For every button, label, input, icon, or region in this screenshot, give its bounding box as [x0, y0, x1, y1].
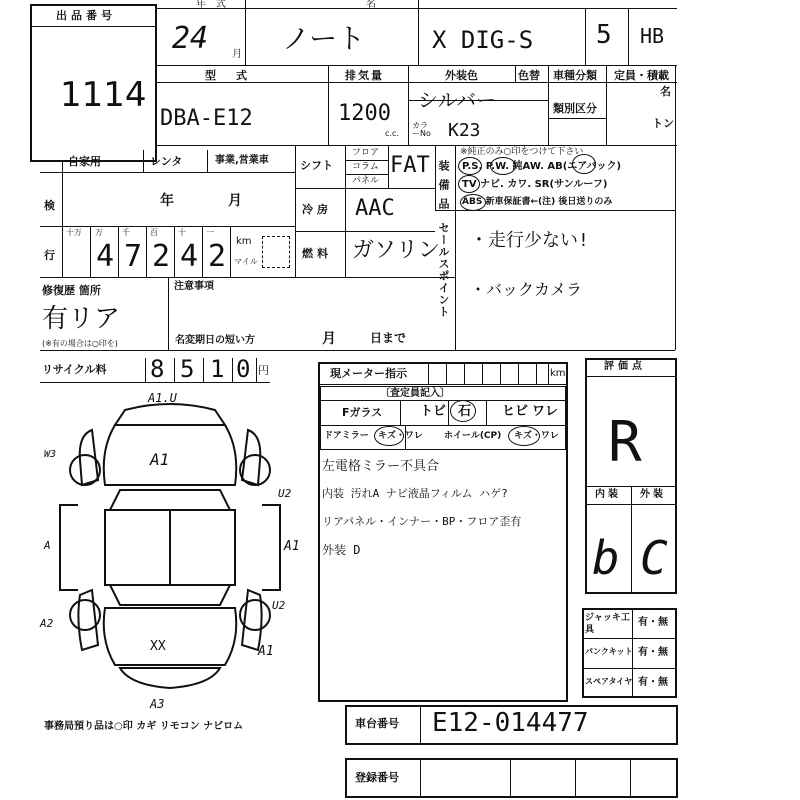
grade-label: 評価点 — [604, 361, 646, 372]
equipment-line-3: ABS 新車保証書←(注) 後日送りのみ — [462, 197, 613, 207]
chassis-label: 車台番号 — [355, 717, 399, 730]
diagram-label-right-bottom: A1 — [258, 644, 274, 659]
wheel-kizu-ware: キズ・ワレ — [514, 431, 559, 441]
doors-value: 5 — [596, 20, 612, 50]
transfer-label: 名変期日の短い方 — [175, 335, 255, 346]
shift-label: シフト — [300, 159, 333, 172]
office-keys-note: 事務局預り品は○印 カギ リモコン ナビロム — [44, 721, 244, 732]
mileage-digit-3: 2 — [152, 239, 171, 274]
diagram-label-left-door: A — [44, 539, 51, 552]
recycle-label: リサイクル料 — [42, 363, 107, 376]
spare-tire-label: スペアタイヤ — [585, 677, 633, 686]
diagram-label-left-rear: A2 — [40, 617, 54, 630]
equipment-line-1: P.S. P.W. 純AW. AB(エアバック) — [462, 161, 622, 172]
business-label: 事業,営業車 — [215, 155, 269, 166]
recycle-digit-3: 1 — [210, 355, 225, 383]
grade-value: X DIG-S — [432, 26, 534, 54]
repair-value: 有リア — [42, 304, 121, 334]
spare-yes-no: 有・無 — [638, 677, 668, 688]
ware-label: ワレ — [532, 404, 559, 419]
inspector-title: 〔査定員記入〕 — [380, 388, 450, 399]
mirror-kizu-ware: キズ・ワレ — [378, 431, 423, 441]
chassis-value: E12-014477 — [432, 708, 589, 738]
equipment-note: ※純正のみ○印をつけて下さい — [460, 147, 584, 157]
inspector-comment-3: リアパネル・インナー・BP・フロア歪有 — [322, 515, 522, 528]
month-label: 月 — [232, 49, 242, 60]
mileage-unit-5: 十 — [178, 228, 186, 237]
equipment-side-label: 装備品 — [437, 160, 450, 217]
equipment-line-2: TV ナビ. カワ. SR(サンルーフ) — [462, 179, 608, 190]
grade-score: R — [608, 410, 642, 475]
diagram-label-top: A1.U — [148, 391, 177, 405]
recycle-digit-4: 0 — [236, 355, 251, 383]
inspector-comment-4: 外装 D — [322, 543, 361, 557]
color-change-label: 色替 — [518, 69, 540, 82]
cc-unit: c.c. — [385, 129, 399, 138]
color-no-label: カラーNo — [412, 121, 431, 138]
mileage-unit-2: 万 — [95, 228, 103, 237]
color-value: シルバー — [418, 88, 497, 112]
mileage-unit-3: 千 — [122, 228, 130, 237]
rental-label: レンタ — [150, 155, 183, 168]
year-value: 24 — [172, 21, 209, 56]
body-value: HB — [640, 24, 665, 48]
shift-column: コラム — [352, 162, 379, 172]
type-label: 型式 — [205, 69, 267, 82]
diagram-label-bottom: A3 — [150, 697, 165, 711]
color-no-value: K23 — [448, 120, 481, 141]
puncture-kit-label: パンクキット — [585, 647, 633, 656]
ac-label: 冷房 — [302, 203, 332, 216]
hibi-label: ヒビ — [502, 404, 529, 419]
transfer-month: 月 — [322, 331, 336, 347]
sales-point-1: ・走行少ない! — [470, 230, 589, 251]
puncture-yes-no: 有・無 — [638, 647, 668, 658]
car-diagram — [30, 390, 310, 710]
fuel-label: 燃料 — [302, 247, 332, 260]
ac-value: AAC — [355, 196, 395, 221]
inspector-comment-2: 内装 汚れA ナビ液晶フィルム ハゲ? — [322, 487, 508, 500]
cc-value: 1200 — [338, 101, 391, 126]
tobi-label: トビ — [420, 404, 447, 419]
shift-panel: パネル — [352, 176, 380, 186]
diagram-label-right-side: A1 — [284, 539, 300, 554]
interior-value: b — [592, 531, 620, 585]
diagram-label-right-rear: U2 — [272, 599, 286, 612]
own-use-label: 自家用 — [68, 155, 101, 168]
mile-label: マイル — [234, 257, 258, 266]
name-label: 名 — [366, 0, 376, 10]
inspection-year-label: 年 — [160, 193, 174, 209]
mileage-digit-2: 7 — [124, 239, 143, 274]
inspection-month-label: 月 — [228, 193, 242, 209]
mileage-unit-4: 百 — [150, 228, 158, 237]
mileage-digit-1: 4 — [96, 239, 115, 274]
exterior-value: C — [640, 531, 668, 585]
wheel-label: ホイール(CP) — [444, 431, 502, 441]
transfer-day: 日まで — [370, 331, 407, 345]
mileage-unit-1: 十万 — [66, 228, 82, 237]
door-mirror-label: ドアミラー — [324, 431, 369, 441]
mileage-label: 行 — [44, 249, 55, 262]
capacity-label: 定員・積載 — [614, 69, 669, 82]
diagram-label-trunk: XX — [150, 639, 166, 654]
type-value: DBA-E12 — [160, 106, 253, 131]
entry-number: 1114 — [60, 75, 147, 115]
meter-unit: km — [550, 368, 566, 379]
mile-checkbox — [262, 236, 290, 268]
km-label: km — [236, 236, 252, 247]
meter-label: 現メーター指示 — [330, 367, 407, 380]
entry-number-label: 出品番号 — [56, 9, 116, 22]
exterior-label: 外装 — [640, 489, 666, 500]
capacity-unit-persons: 名 — [660, 85, 671, 98]
mileage-digit-5: 2 — [208, 239, 227, 274]
mileage-digit-4: 4 — [180, 239, 199, 274]
jack-label: ジャッキ工具 — [585, 613, 630, 635]
repair-note: (※有の場合は○印を) — [42, 339, 118, 348]
inspection-label: 検 — [44, 199, 55, 212]
recycle-digit-1: 8 — [150, 355, 165, 383]
class-label: 車種分類 — [553, 69, 597, 82]
sales-point-2: ・バックカメラ — [470, 280, 583, 299]
registration-label: 登録番号 — [355, 771, 399, 784]
inspector-comment-1: 左電格ミラー不具合 — [322, 459, 440, 474]
recycle-digit-2: 5 — [180, 355, 195, 383]
year-label: 年式 — [196, 0, 236, 10]
capacity-unit-tons: トン — [652, 117, 674, 130]
diagram-label-left-front: W3 — [44, 449, 57, 460]
shift-floor: フロア — [352, 148, 380, 158]
shift-value: FAT — [390, 153, 430, 178]
cc-label: 排気量 — [345, 69, 384, 82]
mileage-unit-6: 一 — [206, 228, 214, 237]
fuel-value: ガソリン — [352, 238, 441, 263]
class-value: 類別区分 — [553, 102, 597, 115]
f-glass-label: Fガラス — [342, 406, 383, 419]
model-name: ノート — [282, 22, 366, 55]
notes-label: 注意事項 — [174, 281, 214, 292]
diagram-label-hood: A1 — [150, 450, 170, 469]
interior-label: 内装 — [595, 489, 621, 500]
ishi-label: 石 — [458, 404, 472, 419]
jack-yes-no: 有・無 — [638, 617, 668, 628]
color-label: 外装色 — [445, 69, 478, 82]
recycle-unit: 円 — [258, 364, 269, 377]
sales-points-label: セールスポイント — [437, 222, 450, 318]
repair-label: 修復歴 箇所 — [42, 284, 101, 297]
diagram-label-right-front: U2 — [278, 487, 292, 500]
